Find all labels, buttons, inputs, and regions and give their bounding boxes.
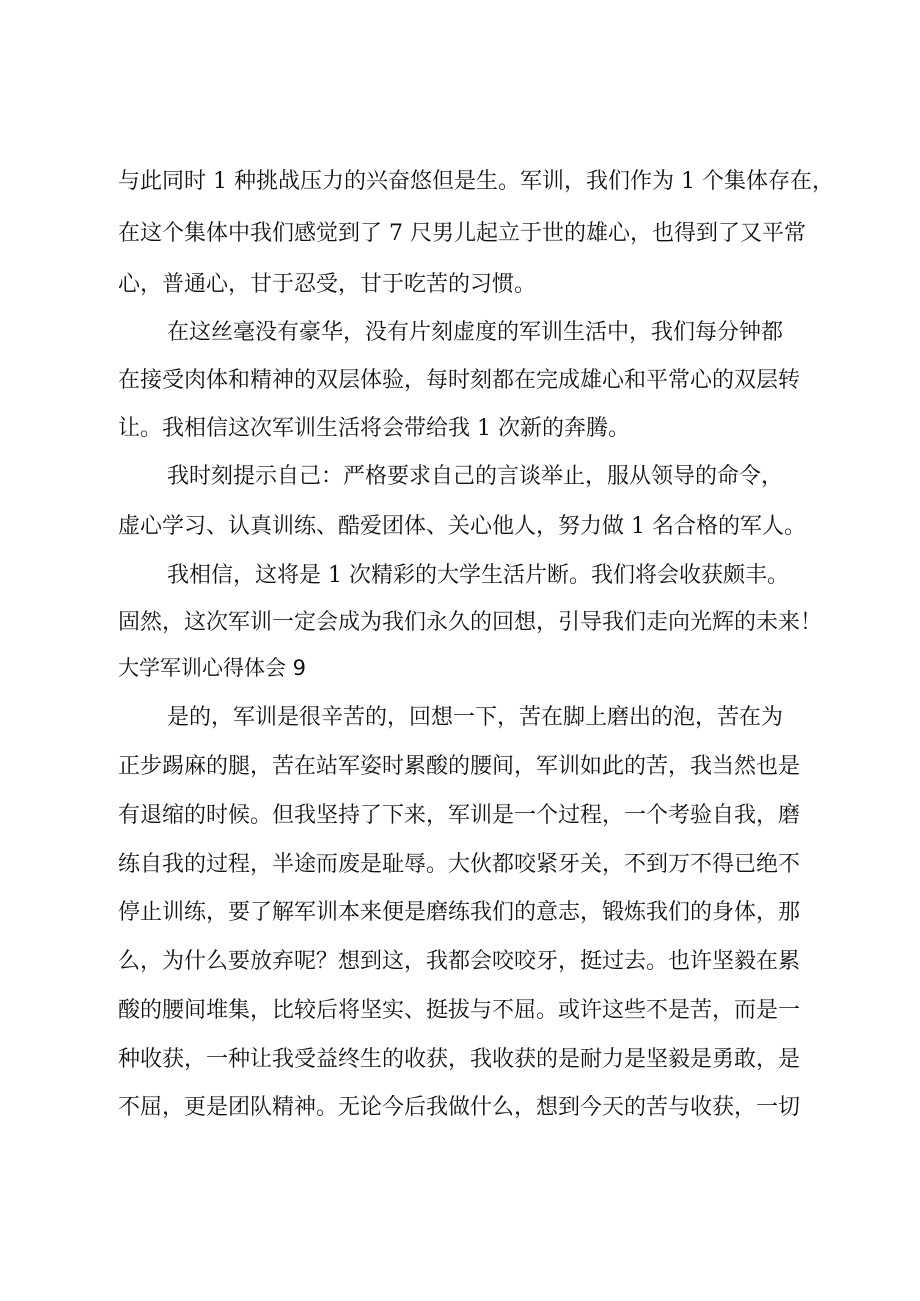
text-line: 在这个集体中我们感觉到了 7 尺男儿起立于世的雄心，也得到了又平常 bbox=[118, 221, 806, 246]
text-line: 让。我相信这次军训生活将会带给我 1 次新的奔腾。 bbox=[118, 416, 630, 441]
text-line: 虚心学习、认真训练、酷爱团体、关心他人，努力做 1 名合格的军人。 bbox=[118, 514, 806, 539]
text-line: 固然，这次军训一定会成为我们永久的回想，引导我们走向光辉的未来！ bbox=[118, 610, 823, 635]
text-line: 酸的腰间堆集，比较后将坚实、挺拔与不屈。或许这些不是苦，而是一 bbox=[118, 998, 801, 1023]
text-line: 心，普通心，甘于忍受，甘于吃苦的习惯。 bbox=[118, 272, 537, 297]
paragraph-first-line: 我时刻提示自己：严格要求自己的言谈举止，服从领导的命令， bbox=[167, 464, 784, 489]
text-line: 种收获，一种让我受益终生的收获，我收获的是耐力是坚毅是勇敢，是 bbox=[118, 1047, 801, 1072]
text-line: 在接受肉体和精神的双层体验，每时刻都在完成雄心和平常心的双层转 bbox=[118, 368, 801, 393]
text-line: 正步踢麻的腿，苦在站军姿时累酸的腰间，军训如此的苦，我当然也是 bbox=[118, 754, 801, 779]
text-line: 不屈，更是团队精神。无论今后我做什么，想到今天的苦与收获，一切 bbox=[118, 1095, 801, 1120]
text-line: 练自我的过程，半途而废是耻辱。大伙都咬紧牙关，不到万不得已绝不 bbox=[118, 852, 801, 877]
text-line: 与此同时 1 种挑战压力的兴奋悠但是生。军训，我们作为 1 个集体存在， bbox=[118, 169, 834, 194]
text-line: 么，为什么要放弃呢？想到这，我都会咬咬牙，挺过去。也许坚毅在累 bbox=[118, 949, 801, 974]
paragraph-first-line: 在这丝毫没有豪华，没有片刻虚度的军训生活中，我们每分钟都 bbox=[167, 320, 784, 345]
text-line: 停止训练，要了解军训本来便是磨练我们的意志，锻炼我们的身体，那 bbox=[118, 900, 801, 925]
paragraph-first-line: 是的，军训是很辛苦的，回想一下，苦在脚上磨出的泡，苦在为 bbox=[167, 705, 784, 730]
paragraph-first-line: 我相信，这将是 1 次精彩的大学生活片断。我们将会收获颇丰。 bbox=[167, 563, 789, 588]
text-line: 有退缩的时候。但我坚持了下来，军训是一个过程，一个考验自我，磨 bbox=[118, 803, 801, 828]
section-heading: 大学军训心得体会 9 bbox=[118, 656, 307, 680]
